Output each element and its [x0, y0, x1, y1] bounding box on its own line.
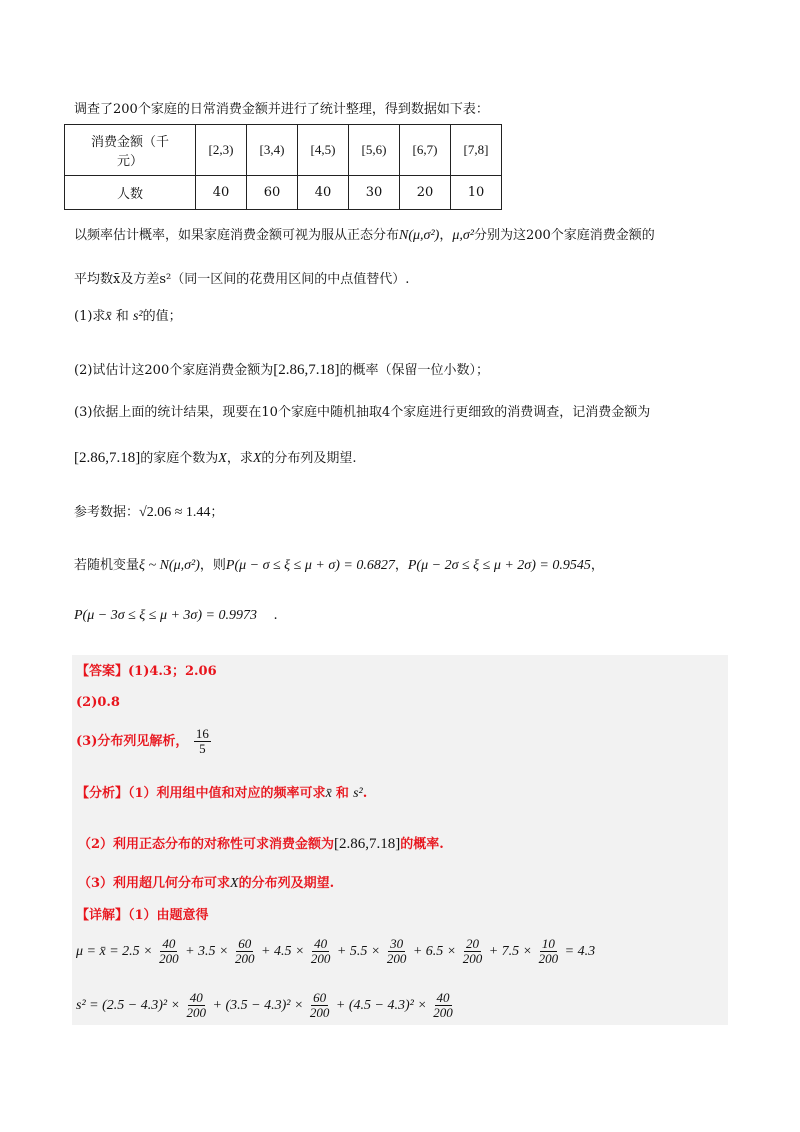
text: 的概率（保留一位小数）； [339, 363, 489, 378]
detail-label: 【详解】 [76, 908, 129, 923]
term-coefficient: (4.5 − 4.3)² × [348, 998, 431, 1013]
mean-symbol: x̄ [325, 786, 332, 801]
text: 以频率估计概率，如果家庭消费金额可视为服从正态分布 [74, 228, 400, 243]
mean-lhs: μ = x̄ = [76, 944, 123, 959]
term-coefficient: 6.5 × [425, 944, 460, 959]
intro-text: 调查了200个家庭的日常消费金额并进行了统计整理，得到数据如下表： [74, 102, 489, 117]
text: 的概率. [400, 837, 444, 852]
plus-sign: + [332, 998, 349, 1013]
plus-sign: + [485, 944, 502, 959]
text: ，则 [199, 558, 226, 573]
rv-dist-expr: ξ ~ N(μ,σ²) [139, 558, 200, 573]
fraction-denominator: 200 [433, 1005, 453, 1021]
fraction-numerator: 10 [541, 936, 555, 952]
count-cell: 30 [349, 176, 400, 210]
interval-expr: [2.86,7.18] [334, 836, 401, 852]
text: ，求 [226, 451, 253, 466]
term-coefficient: 7.5 × [501, 944, 536, 959]
header-label-line2: 元） [116, 154, 143, 169]
text: （2）利用正态分布的对称性可求消费金额为 [78, 837, 335, 852]
term-coefficient: (2.5 − 4.3)² × [102, 998, 184, 1013]
problem-line-2: 平均数x̄及方差s²（同一区间的花费用区间的中点值替代）. [74, 272, 410, 287]
fraction-denominator: 200 [235, 951, 255, 967]
term-fraction [537, 937, 561, 966]
term-fraction [431, 991, 455, 1020]
interval-cell: [3,4) [247, 125, 298, 176]
text: 的值； [142, 309, 182, 324]
term-coefficient: 4.5 × [273, 944, 308, 959]
fraction-numerator: 60 [313, 990, 327, 1006]
prob-expr-2: P(μ − 2σ ≤ ξ ≤ μ + 2σ) = 0.9545 [407, 558, 591, 573]
analysis-label: 【分析】 [76, 786, 129, 801]
table-count-row [65, 176, 502, 210]
table-header-row [65, 125, 502, 176]
text: ； [210, 505, 224, 520]
answer-2: (2)0.8 [76, 695, 120, 710]
text: （1）利用组中值和对应的频率可求 [128, 786, 326, 801]
answer-1 [76, 663, 217, 681]
term-coefficient: 3.5 × [198, 944, 232, 959]
term-fraction [157, 937, 181, 966]
variable-x: X [218, 451, 227, 466]
fraction-denominator: 200 [538, 951, 559, 967]
term-fraction [385, 937, 409, 966]
plus-sign: + [209, 998, 226, 1013]
question-1 [74, 308, 182, 326]
fraction-denominator: 200 [386, 951, 407, 967]
variance-lhs: s² = [76, 998, 103, 1013]
header-label-line1: 消费金额（千 [90, 135, 169, 150]
count-cell: 60 [247, 176, 298, 210]
text: 的分布列及期望. [261, 451, 357, 466]
interval-cell: [5,6) [349, 125, 400, 176]
answer-text: (3)分布列见解析， [76, 734, 189, 749]
text: （1）由题意得 [128, 908, 209, 923]
reference-data [74, 504, 223, 522]
plus-sign: + [409, 944, 426, 959]
interval-expr: [2.86,7.18] [273, 362, 340, 378]
question-3: (3)依据上面的统计结果，现要在10个家庭中随机抽取4个家庭进行更细致的消费调查，记消费金额为 [74, 405, 651, 420]
count-cell: 40 [196, 176, 247, 210]
random-variable-line [74, 557, 604, 575]
term-fraction [185, 991, 209, 1020]
term-fraction [233, 937, 257, 966]
mean-symbol: x̄ [105, 309, 112, 324]
interval-cell: [2,3) [196, 125, 247, 176]
fraction-numerator: 40 [436, 990, 450, 1006]
term-coefficient: 5.5 × [349, 944, 384, 959]
question-2 [74, 361, 489, 380]
variance-terms [102, 990, 456, 1021]
answer-text: (1)4.3；2.06 [128, 664, 217, 679]
fraction-denominator: 5 [199, 741, 206, 756]
fraction-numerator: 40 [189, 990, 203, 1006]
fraction-numerator: 16 [195, 726, 209, 741]
question-3-cont [74, 449, 357, 468]
term-fraction [308, 991, 332, 1020]
interval-expr: [2.86,7.18] [74, 450, 141, 466]
text: (1)求 [74, 309, 106, 324]
fraction-numerator: 20 [465, 936, 479, 952]
table-header-label [65, 125, 196, 176]
plus-sign: + [257, 944, 274, 959]
variance-symbol: s² [132, 309, 143, 324]
plus-sign: + [181, 944, 199, 959]
sqrt-expr: √2.06 ≈ 1.44 [139, 505, 211, 520]
term-fraction [309, 937, 333, 966]
text: 分别为这200个家庭消费金额的 [473, 228, 655, 243]
analysis-2 [78, 835, 444, 854]
text: 若随机变量 [74, 558, 140, 573]
analysis-3 [78, 875, 334, 893]
fraction-denominator: 200 [462, 951, 483, 967]
text: ， [590, 558, 604, 573]
data-table [64, 124, 502, 210]
answer-3 [76, 727, 212, 756]
fraction-numerator: 60 [238, 936, 252, 952]
interval-cell: [4,5) [298, 125, 349, 176]
answer-fraction [194, 727, 211, 756]
prob-expr-3: P(μ − 3σ ≤ ξ ≤ μ + 3σ) = 0.9973 [74, 608, 257, 623]
text: 和 [115, 309, 129, 324]
fraction-denominator: 200 [309, 1005, 330, 1021]
text: （3）利用超几何分布可求 [78, 876, 231, 891]
interval-cell: [6,7) [400, 125, 451, 176]
count-cell: 10 [451, 176, 502, 210]
term-fraction [461, 937, 485, 966]
term-coefficient: 2.5 × [122, 944, 157, 959]
text: 的分布列及期望. [238, 876, 335, 891]
plus-sign: + [333, 944, 350, 959]
fraction-numerator: 30 [390, 936, 404, 952]
detail-heading [76, 907, 209, 925]
text: 的家庭个数为 [140, 451, 219, 466]
mean-terms [122, 936, 561, 967]
fraction-denominator: 200 [159, 951, 179, 967]
text: 和 [335, 786, 349, 801]
text: 参考数据： [74, 505, 140, 520]
fraction-numerator: 40 [162, 936, 176, 952]
table-row-label: 人数 [65, 176, 196, 210]
variance-symbol: s² [353, 786, 363, 801]
variable-x: X [252, 451, 262, 466]
mean-result: = 4.3 [564, 944, 596, 959]
text: . [362, 786, 368, 801]
random-variable-line-2 [74, 607, 278, 625]
count-cell: 20 [400, 176, 451, 210]
normal-dist-expr: N(μ,σ²) [399, 228, 440, 243]
text: . [273, 608, 278, 623]
variance-equation [76, 991, 456, 1021]
variable-x: X [230, 876, 239, 891]
count-cell: 40 [298, 176, 349, 210]
params-expr: μ,σ² [452, 228, 474, 243]
answer-label: 【答案】 [76, 664, 129, 679]
fraction-numerator: 40 [314, 936, 328, 952]
text: (2)试估计这200个家庭消费金额为 [74, 363, 274, 378]
text: ， [439, 228, 453, 243]
interval-cell: [7,8] [451, 125, 502, 176]
fraction-denominator: 200 [186, 1005, 207, 1021]
mean-equation [76, 937, 595, 967]
fraction-denominator: 200 [310, 951, 331, 967]
analysis-1 [76, 785, 367, 803]
problem-line-1 [74, 227, 655, 245]
text: ， [394, 558, 408, 573]
prob-expr-1: P(μ − σ ≤ ξ ≤ μ + σ) = 0.6827 [225, 558, 395, 573]
term-coefficient: (3.5 − 4.3)² × [225, 998, 307, 1013]
